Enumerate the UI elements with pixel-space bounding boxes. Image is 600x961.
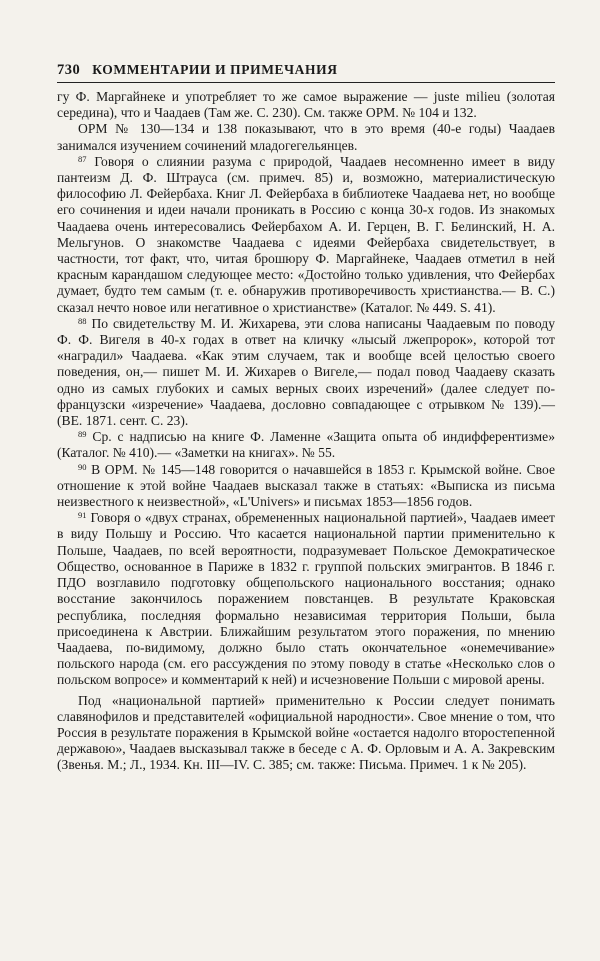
book-page (57, 62, 555, 774)
page-number: 730 (57, 62, 81, 78)
paragraph-text: ОРМ № 130—134 и 138 показывают, что в это время (40-е годы) Чаадаев занимался изучением сочинений младогегельянцев. (57, 121, 555, 153)
paragraph-national-party (57, 693, 555, 774)
running-header (57, 62, 555, 83)
note-89 (57, 429, 555, 461)
paragraph-continuation (57, 89, 555, 121)
commentary-body (57, 89, 555, 774)
footnote-number: 90 (78, 461, 87, 472)
footnote-number: 91 (78, 510, 87, 521)
note-text: В ОРМ. № 145—148 говорится о начавшейся в 1853 г. Крымской войне. Свое отношение к этой войне Чаадаев высказал также в статьях: «Выписка из письма неизвестного к неизвестной», «L'Univers» и письмах 1853—1856 годов. (57, 461, 555, 510)
note-text: Говоря о «двух странах, обремененных национальной партией», Чаадаев имеет в виду Польшу и Россию. Что касается национальной партии применительно к Польше, Чаадаев, по всей вероятности, подразумевает Польское Демократическое Общество, основанное в Париже в 1832 г. группой польских эмигрантов. В 1846 г. ПДО возглавило подготовку общепольского национального восстания; однако восстание закончилось поражением повстанцев. В результате Краковская республика, последняя формально независимая территория Польши, была присоединена к Австрии. Ближайшим результатом этого поражения, по мнению Чаадаева, по-видимому, должно было стать окончательное «онемечивание» польского народа (см. его рассуждения по этому поводу в статье «Несколько слов о польском вопросе» и комментарий к ней) и исчезновение Польши с мировой арены. (57, 510, 555, 688)
note-text: Говоря о слиянии разума с природой, Чаадаев несомненно имеет в виду пантеизм Д. Ф. Штрауса (см. примеч. 85) и, возможно, материалистическую философию Л. Фейербаха. Книг Л. Фейербаха в библиотеке Чаадаева нет, но вообще его сочинения и идеи начали проникать в Россию с конца 30-х годов. Из знакомых Чаадаева очень интересовались Фейербахом А. И. Герцен, В. Г. Белинский, Н. А. Мельгунов. О знакомстве Чаадаева с идеями Фейербаха свидетельствует, в частности, тот факт, что, читая брошюру Ф. Маргайнеке, Чаадаев отметил в ней красным карандашом следующее место: «Достойно только удивления, что Фейербах думает, будто тем самым (т. е. обнаружив противоречивость христианства.— В. С.) сказал нечто новое или негативное о христианстве» (Каталог. № 449. S. 41). (57, 153, 555, 315)
note-text: По свидетельству М. И. Жихарева, эти слова написаны Чаадаевым по поводу Ф. Ф. Вигеля в 40-х годах в ответ на кличку «лысый лжепророк», которой тот «наградил» Чаадаева. «Как этим случаем, так и вообще всей целостью своего поведения, он,— пишет М. И. Жихарев о Вигеле,— подал повод Чаадаеву сказать одно из самых глубоких и самых верных своих изречений» (далее следует по-французски «изречение» Чаадаева, дословно совпадающее с отрывком № 139).— (ВЕ. 1871. сент. С. 23). (57, 315, 555, 429)
note-text: Ср. с надписью на книге Ф. Ламенне «Защита опыта об индифферентизме» (Каталог. № 410).— «Заметки на книгах». № 55. (57, 429, 555, 461)
running-title: КОММЕНТАРИИ И ПРИМЕЧАНИЯ (92, 62, 338, 77)
note-88 (57, 316, 555, 429)
paragraph-text: гу Ф. Маргайнеке и употребляет то же самое выражение — juste milieu (золотая середина), что и Чаадаев (Там же. С. 230). См. также ОРМ. № 104 и 132. (57, 89, 555, 121)
paragraph-text: Под «национальной партией» применительно к России следует понимать славянофилов и представителей «официальной народности». Свое мнение о том, что Россия в результате поражения в Крымской войне «остается надолго второстепенной державою», Чаадаев высказывал также в беседе с А. Ф. Орловым и А. А. Закревским (Звенья. М.; Л., 1934. Кн. III—IV. С. 385; см. также: Письма. Примеч. 1 к № 205). (57, 692, 555, 773)
footnote-number: 88 (78, 315, 87, 326)
note-91 (57, 510, 555, 688)
paragraph-orm-130 (57, 121, 555, 153)
note-87 (57, 154, 555, 316)
footnote-number: 89 (78, 429, 87, 440)
note-90 (57, 462, 555, 511)
footnote-number: 87 (78, 153, 87, 164)
